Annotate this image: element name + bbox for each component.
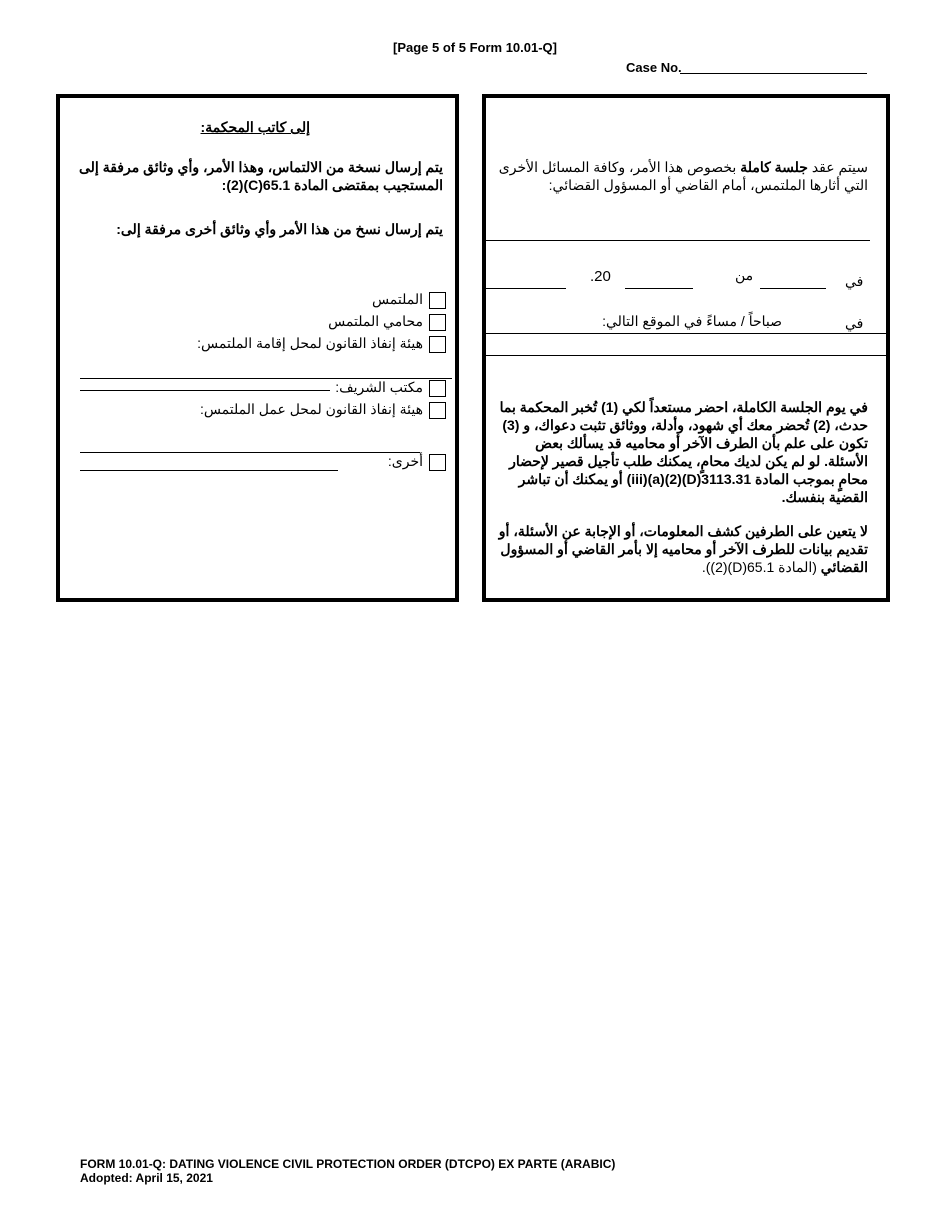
adopted-date: Adopted: April 15, 2021 [80, 1171, 213, 1185]
checkbox[interactable] [429, 336, 446, 353]
sheriff-line[interactable] [80, 390, 330, 391]
intro-text: بخصوص هذا الأمر، وكافة المسائل الأخرى التي أثارها الملتمس، أمام القاضي أو المسؤول القضائي: [498, 159, 868, 193]
discovery-ref: (المادة 65.1(D)(2)). [701, 559, 821, 575]
am-pm-location-label: صباحاً / مساءً في الموقع التالي: [602, 313, 782, 329]
discovery-text: لا يتعين على الطرفين كشف المعلومات، أو الإجابة عن الأسئلة، أو تقديم بيانات للطرف الآخر أو محاميه إلا بأمر القاضي أو المسؤول القضائي [498, 523, 868, 575]
form-footer [80, 1157, 615, 1185]
checkbox[interactable] [429, 402, 446, 419]
checkbox-label: الملتمس [371, 291, 423, 307]
checkbox[interactable] [429, 314, 446, 331]
intro-text: سيتم عقد [807, 159, 868, 175]
row2-at-label: في [845, 315, 864, 331]
clerk-para-copies: يتم إرسال نسخ من هذا الأمر وأي وثائق أخرى مرفقة إلى: [116, 221, 443, 237]
checkbox-petitioner-attorney[interactable] [78, 312, 446, 331]
checkbox-label: مكتب الشريف: [335, 379, 423, 395]
checkbox-work-law-enforcement[interactable] [78, 400, 446, 419]
location-line-1[interactable] [486, 333, 886, 334]
case-no-label: Case No. [626, 60, 682, 75]
location-line-2[interactable] [486, 355, 886, 356]
discovery-notice [498, 522, 868, 576]
checkbox[interactable] [429, 454, 446, 471]
checkbox-label: أخرى: [387, 453, 423, 469]
year-prefix: .20 [590, 268, 611, 285]
clerk-heading: إلى كاتب المحكمة: [200, 119, 310, 135]
month-field[interactable] [625, 288, 693, 289]
clerk-para-respondent: يتم إرسال نسخة من الالتماس، وهذا الأمر، وأي وثائق مرفقة إلى المستجيب بمقتضى المادة 65.1(C)(2): [79, 159, 443, 193]
checkbox-label: محامي الملتمس [328, 313, 423, 329]
case-no-field[interactable] [680, 73, 867, 74]
year-field[interactable] [486, 288, 566, 289]
row1-of-label: من [735, 267, 754, 283]
row1-on-label: في [845, 273, 864, 289]
checkbox[interactable] [429, 292, 446, 309]
checkbox-label: هيئة إنفاذ القانون لمحل إقامة الملتمس: [197, 335, 423, 351]
day-field[interactable] [760, 288, 826, 289]
judge-name-line[interactable] [486, 240, 870, 241]
intro-bold: جلسة كاملة [740, 159, 808, 175]
other-line[interactable] [80, 470, 338, 471]
hearing-intro [498, 158, 868, 194]
checkbox-other[interactable] [78, 452, 446, 471]
form-title: FORM 10.01-Q: DATING VIOLENCE CIVIL PROTECTION ORDER (DTCPO) EX PARTE (ARABIC) [80, 1157, 616, 1171]
page-label: [Page 5 of 5 Form 10.01-Q] [393, 40, 557, 55]
checkbox[interactable] [429, 380, 446, 397]
checkbox-sheriff[interactable] [78, 378, 446, 397]
checkbox-residence-law-enforcement[interactable] [78, 334, 446, 353]
checkbox-petitioner[interactable] [78, 290, 446, 309]
hearing-instructions: في يوم الجلسة الكاملة، احضر مستعداً لكي (1) تُخبر المحكمة بما حدث، (2) تُحضر معك أي شهود، وأدلة، ووثائق تثبت دعواك، و (3) تكون على علم بأن الطرف الآخر أو محاميه قد يسألك بعض الأسئلة. لو لم يكن لديك محامٍ، يمكنك طلب تأجيل قصير لإحضار محامٍ بموجب المادة 3113.31(D)(2)(a)(iii) أو يمكنك أن تباشر القضية بنفسك. [499, 399, 868, 505]
checkbox-label: هيئة إنفاذ القانون لمحل عمل الملتمس: [199, 401, 423, 417]
